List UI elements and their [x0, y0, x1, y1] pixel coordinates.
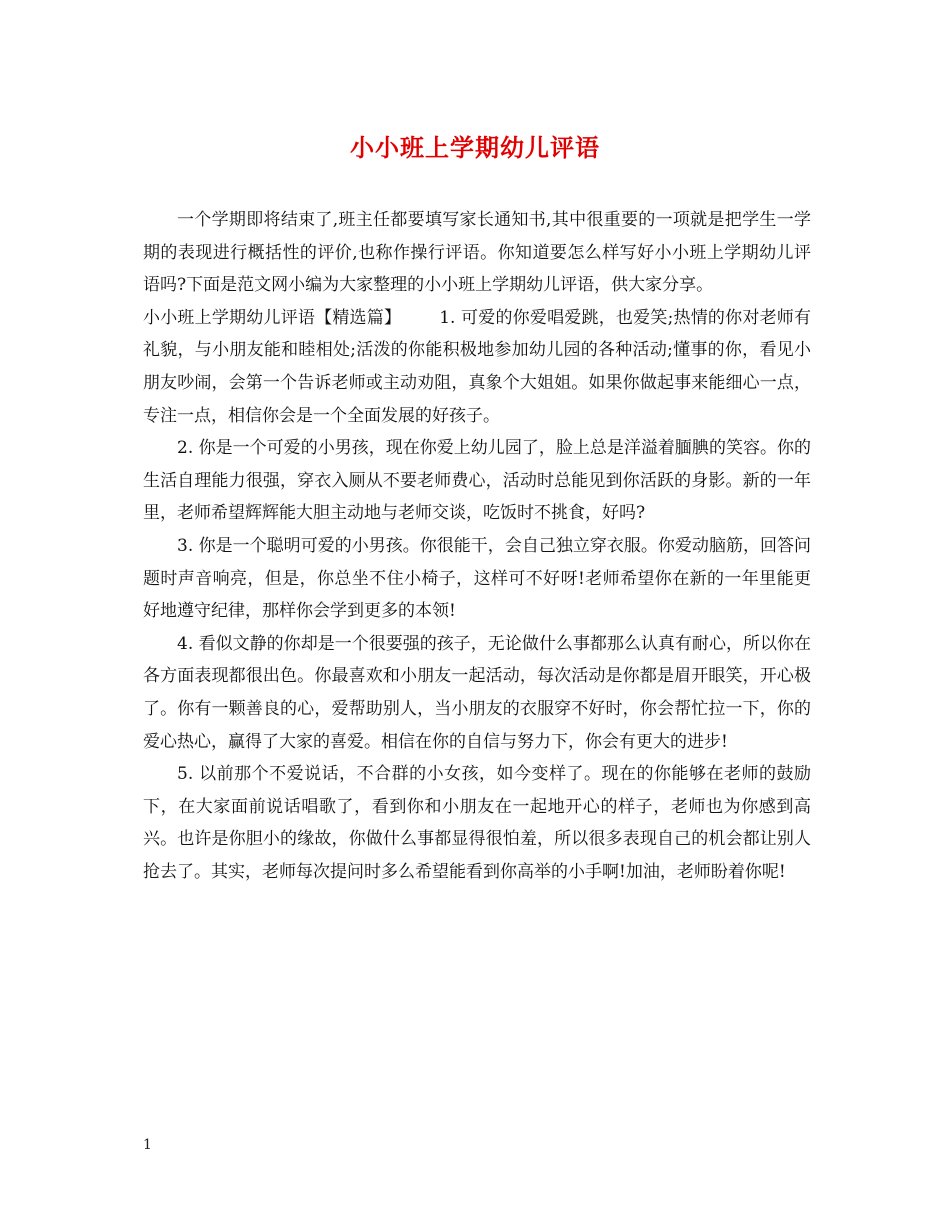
comment-1-text: 1. 可爱的你爱唱爱跳，也爱笑;热情的你对老师有礼貌，与小朋友能和睦相处;活泼的你能积极地参加幼儿园的各种活动;懂事的你，看见小朋友吵闹，会第一个告诉老师或主动劝阻，真象个大姐姐。如果你做起事来能细心一点，专注一点，相信你会是一个全面发展的好孩子。	[143, 307, 811, 426]
section-title: 小小班上学期幼儿评语【精选篇】	[143, 307, 402, 328]
comment-paragraph-4: 4. 看似文静的你却是一个很要强的孩子，无论做什么事都那么认真有耐心，所以你在各方面表现都很出色。你最喜欢和小朋友一起活动，每次活动是你都是眉开眼笑，开心极了。你有一颗善良的心，爱帮助别人，当小朋友的衣服穿不好时，你会帮忙拉一下，你的爱心热心，赢得了大家的喜爱。相信在你的自信与努力下，你会有更大的进步!	[143, 633, 811, 752]
page-number: 1	[143, 1137, 152, 1153]
intro-paragraph: 一个学期即将结束了,班主任都要填写家长通知书,其中很重要的一项就是把学生一学期的表现进行概括性的评价,也称作操行评语。你知道要怎么样写好小小班上学期幼儿评语吗?下面是范文网小编为大家整理的小小班上学期幼儿评语，供大家分享。	[143, 210, 811, 296]
comment-paragraph-5: 5. 以前那个不爱说话，不合群的小女孩，如今变样了。现在的你能够在老师的鼓励下，在大家面前说话唱歌了，看到你和小朋友在一起地开心的样子，老师也为你感到高兴。也许是你胆小的缘故，你做什么事都显得很怕羞，所以很多表现自己的机会都让别人抢去了。其实，老师每次提问时多么希望能看到你高举的小手啊!加油，老师盼着你呢!	[143, 764, 811, 882]
comment-paragraph-2: 2. 你是一个可爱的小男孩，现在你爱上幼儿园了，脸上总是洋溢着腼腆的笑容。你的生活自理能力很强，穿衣入厕从不要老师费心，活动时总能见到你活跃的身影。新的一年里，老师希望辉辉能大胆主动地与老师交谈，吃饭时不挑食，好吗?	[143, 438, 811, 524]
document-body	[143, 204, 811, 888]
document-title: 小小班上学期幼儿评语	[350, 133, 600, 162]
comment-paragraph-1	[143, 302, 811, 432]
comment-paragraph-3: 3. 你是一个聪明可爱的小男孩。你很能干，会自己独立穿衣服。你爱动脑筋，回答问题时声音响亮，但是，你总坐不住小椅子，这样可不好呀!老师希望你在新的一年里能更好地遵守纪律，那样你会学到更多的本领!	[143, 535, 811, 622]
